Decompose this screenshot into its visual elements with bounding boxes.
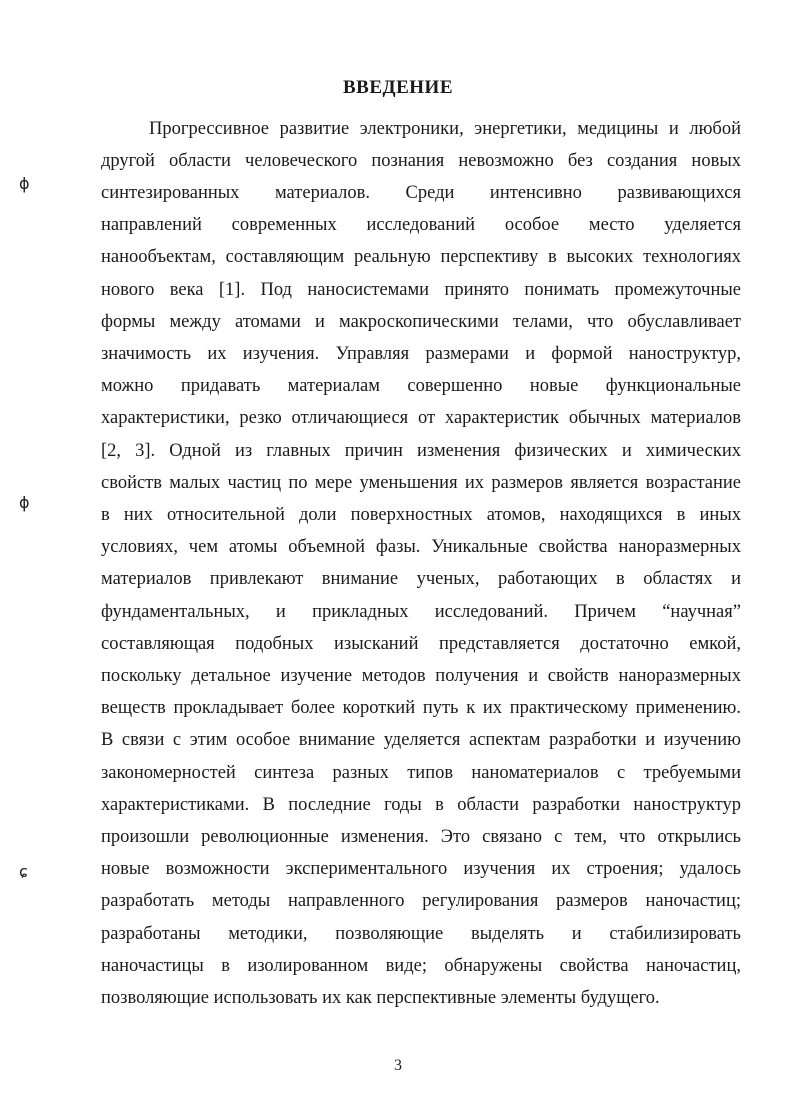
binding-hole-mark: ɸ <box>19 493 30 512</box>
text-line: в них относительной доли поверхностных атомов, находящихся в иных <box>101 505 741 525</box>
text-line: закономерностей синтеза разных типов наноматериалов с требуемыми <box>101 763 741 783</box>
text-line: характеристики, резко отличающиеся от характеристик обычных материалов <box>101 408 741 428</box>
text-line: можно придавать материалам совершенно новые функциональные <box>101 376 741 396</box>
text-line: составляющая подобных изысканий представляется достаточно емкой, <box>101 634 741 654</box>
text-line: характеристиками. В последние годы в области разработки наноструктур <box>101 795 741 815</box>
text-line: нанообъектам, составляющим реальную перспективу в высоких технологиях <box>101 247 741 267</box>
text-line: синтезированных материалов. Среди интенсивно развивающихся <box>101 183 741 203</box>
text-line: другой области человеческого познания невозможно без создания новых <box>101 151 741 171</box>
text-line: значимость их изучения. Управляя размерами и формой наноструктур, <box>101 344 741 364</box>
text-line: материалов привлекают внимание ученых, работающих в областях и <box>101 569 741 589</box>
text-line: направлений современных исследований особое место уделяется <box>101 215 741 235</box>
text-line: наночастицы в изолированном виде; обнаружены свойства наночастиц, <box>101 956 741 976</box>
text-line: формы между атомами и макроскопическими телами, что обуславливает <box>101 312 741 332</box>
text-line: Прогрессивное развитие электроники, энергетики, медицины и любой <box>149 119 741 139</box>
text-line: разработаны методики, позволяющие выделять и стабилизировать <box>101 924 741 944</box>
page-title: ВВЕДЕНИЕ <box>343 77 453 98</box>
text-line: В связи с этим особое внимание уделяется аспектам разработки и изучению <box>101 730 741 750</box>
page-number: 3 <box>394 1057 402 1074</box>
binding-hole-mark: ɕ <box>19 862 28 881</box>
text-line: поскольку детальное изучение методов получения и свойств наноразмерных <box>101 666 741 686</box>
text-line: фундаментальных, и прикладных исследований. Причем “научная” <box>101 602 741 622</box>
text-line: разработать методы направленного регулирования размеров наночастиц; <box>101 891 741 911</box>
text-line: позволяющие использовать их как перспективные элементы будущего. <box>101 988 660 1008</box>
text-line: веществ прокладывает более короткий путь к их практическому применению. <box>101 698 741 718</box>
text-line: нового века [1]. Под наносистемами принято понимать промежуточные <box>101 280 741 300</box>
binding-hole-mark: ɸ <box>19 174 30 193</box>
text-line: свойств малых частиц по мере уменьшения их размеров является возрастание <box>101 473 741 493</box>
text-line: новые возможности экспериментального изучения их строения; удалось <box>101 859 741 879</box>
text-line: условиях, чем атомы объемной фазы. Уникальные свойства наноразмерных <box>101 537 741 557</box>
text-line: произошли революционные изменения. Это связано с тем, что открылись <box>101 827 741 847</box>
text-line: [2, 3]. Одной из главных причин изменения физических и химических <box>101 441 741 461</box>
